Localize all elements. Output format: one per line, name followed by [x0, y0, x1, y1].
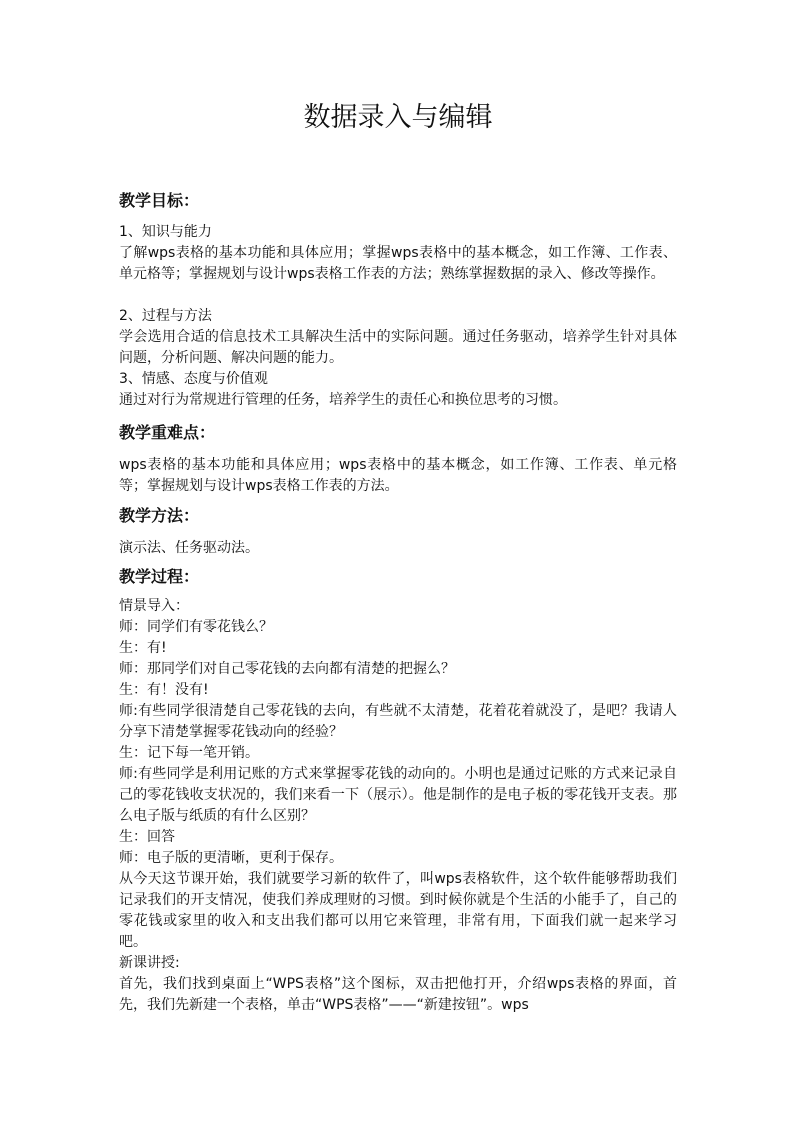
process-line: 生：有！没有!	[119, 682, 209, 698]
goals-item2-text: 学会选用合适的信息技术工具解决生活中的实际问题。通过任务驱动，培养学生针对具体问题，分析问题、解决问题的能力。	[119, 329, 677, 366]
process-line: 师：电子版的更清晰，更利于保存。	[119, 850, 343, 866]
section-heading-process: 教学过程：	[119, 567, 200, 586]
process-line: 师：同学们有零花钱么？	[119, 619, 273, 635]
section-heading-key-points: 教学重难点：	[119, 423, 216, 442]
process-line: 师:有些同学很清楚自己零花钱的去向，有些就不太清楚，花着花着就没了，是吧？我请人分享下清楚掌握零花钱动向的经验？	[119, 703, 677, 740]
goals-item1-text: 了解wps表格的基本功能和具体应用；掌握wps表格中的基本概念，如工作簿、工作表、单元格等；掌握规划与设计wps表格工作表的方法；熟练掌握数据的录入、修改等操作。	[119, 245, 677, 282]
process-line: 生：回答	[119, 829, 175, 845]
process-line: 新课讲授:	[119, 955, 180, 971]
process-line: 师:有些同学是利用记账的方式来掌握零花钱的动向的。小明也是通过记账的方式来记录自己的零花钱收支状况的，我们来看一下（展示）。他是制作的是电子板的零花钱开支表。那么电子版与纸质的有什么区别？	[119, 766, 677, 824]
process-body	[119, 596, 677, 1016]
section-heading-methods: 教学方法：	[119, 506, 200, 525]
process-line: 师：那同学们对自己零花钱的去向都有清楚的把握么？	[119, 661, 455, 677]
methods-text: 演示法、任务驱动法。	[119, 540, 259, 556]
goals-item2-title: 2、过程与方法	[119, 308, 212, 324]
process-line: 情景导入：	[119, 598, 189, 614]
goals-item3-title: 3、情感、态度与价值观	[119, 371, 268, 387]
process-line: 生：记下每一笔开销。	[119, 745, 259, 761]
section-heading-goals: 教学目标：	[119, 191, 200, 210]
goals-item1-title: 1、知识与能力	[119, 224, 212, 240]
goals-item3-text: 通过对行为常规进行管理的任务，培养学生的责任心和换位思考的习惯。	[119, 392, 567, 408]
process-line: 生：有!	[119, 640, 167, 656]
process-line: 首先，我们找到桌面上“WPS表格”这个图标，双击把他打开，介绍wps表格的界面，首先，我们先新建一个表格，单击“WPS表格”——“新建按钮”。wps	[119, 976, 677, 1013]
page-title: 数据录入与编辑	[303, 102, 493, 133]
process-line: 从今天这节课开始，我们就要学习新的软件了，叫wps表格软件，这个软件能够帮助我们记录我们的开支情况，使我们养成理财的习惯。到时候你就是个生活的小能手了，自己的零花钱或家里的收入和支出我们都可以用它来管理，非常有用，下面我们就一起来学习吧。	[119, 871, 677, 950]
key-points-text: wps表格的基本功能和具体应用；wps表格中的基本概念，如工作簿、工作表、单元格等；掌握规划与设计wps表格工作表的方法。	[119, 457, 677, 494]
